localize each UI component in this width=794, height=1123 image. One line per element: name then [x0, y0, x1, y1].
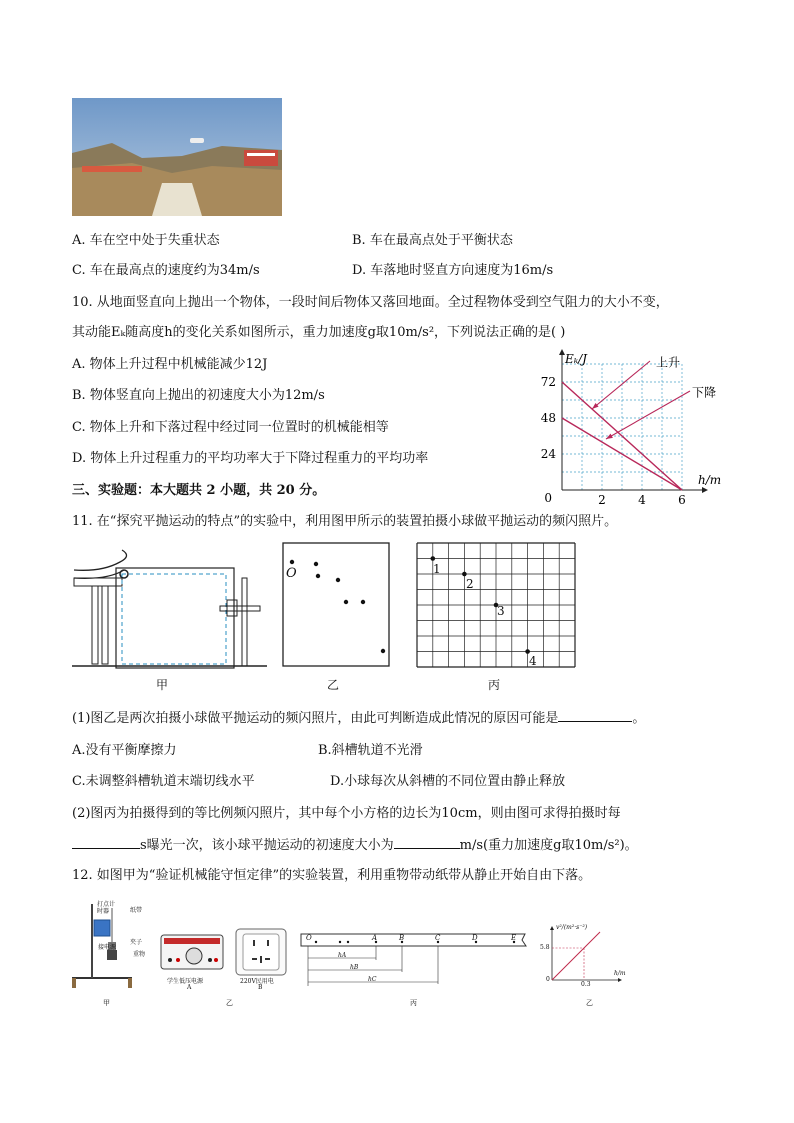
chart-pointer-down — [606, 391, 690, 439]
q12-label-weight: 重物 — [133, 951, 146, 958]
q12-graph-y-value: 5.8 — [540, 944, 550, 951]
q10-stem-line2: 其动能Eₖ随高度h的变化关系如图所示，重力加速度g取10m/s²，下列说法正确的是( ) — [72, 325, 566, 340]
q12-fig-jia-caption: 甲 — [103, 999, 110, 1007]
chart-series-label-up: 上升 — [656, 355, 681, 370]
q12-graph-ylabel: v²/(m²·s⁻²) — [556, 924, 588, 931]
q11-part1-option-a: A.没有平衡摩擦力 — [72, 743, 177, 758]
q10-option-d: D. 物体上升过程重力的平均功率大于下降过程重力的平均功率 — [72, 451, 429, 466]
grid-ball-point-1 — [431, 556, 436, 561]
q11-fig-yi-origin: O — [286, 566, 297, 581]
q11-fig-yi-photo — [282, 542, 390, 668]
q9-option-d: D. 车落地时竖直方向速度为16m/s — [352, 263, 554, 278]
chart-x-tick: 4 — [638, 493, 646, 507]
q11-part1: (1)图乙是两次拍摄小球做平抛运动的频闪照片，由此可判断造成此情况的原因可能是 。 — [72, 711, 646, 726]
q11-part2-line2: s曝光一次，该小球平抛运动的初速度大小为 m/s(重力加速度g取10m/s²)。 — [72, 834, 638, 853]
chart-x-tick: 6 — [678, 493, 686, 507]
tape-point-a: A — [372, 934, 378, 942]
chart-y-tick: 48 — [540, 411, 556, 425]
q9-option-b: B. 车在最高点处于平衡状态 — [352, 233, 513, 248]
q11-part2-line1: (2)图丙为拍摄得到的等比例频闪照片，其中每个小方格的边长为10cm，则由图可求得拍摄时每 — [72, 806, 621, 821]
chart-pointer-up — [592, 361, 650, 409]
q10-option-b: B. 物体竖直向上抛出的初速度大小为12m/s — [72, 388, 325, 403]
q11-fig-bing-label: 丙 — [488, 678, 501, 692]
q9-option-a: A. 车在空中处于失重状态 — [72, 233, 220, 248]
q12-graph-x-value: 0.3 — [581, 981, 591, 988]
tape-point-c: C — [435, 934, 441, 942]
q12-graph-origin: 0 — [546, 976, 550, 983]
q11-part1-option-c: C.未调整斜槽轨道末端切线水平 — [72, 774, 255, 789]
section-3-heading: 三、实验题：本大题共 2 小题，共 20 分。 — [72, 483, 326, 498]
q12-graph-caption: 乙 — [586, 999, 593, 1007]
chart-y-tick: 0 — [544, 491, 552, 505]
grid-ball-point-2 — [462, 572, 467, 577]
tape-h-b: hB — [350, 964, 359, 971]
q11-apparatus-figure — [72, 548, 267, 670]
tape-point-b: B — [399, 934, 405, 942]
q11-part1-option-b: B.斜槽轨道不光滑 — [318, 743, 423, 758]
q12-graph-xlabel: h/m — [614, 970, 626, 977]
q12-power-a-letter: A — [187, 984, 192, 991]
q12-fig-bing-caption: 丙 — [410, 999, 417, 1007]
tape-point-e: E — [511, 934, 517, 942]
chart-y-tick: 72 — [540, 375, 556, 389]
q10-option-a: A. 物体上升过程中机械能减少12J — [72, 357, 268, 372]
q11-part2-blank-velocity — [394, 836, 460, 849]
q11-fig-bing-point-4: 4 — [529, 654, 537, 668]
chart-x-label: h/m — [698, 473, 722, 487]
q12-v2-h-graph — [540, 926, 630, 986]
q12-power-b-label: 220V民用电 — [240, 978, 274, 985]
q11-part1-option-d: D.小球每次从斜槽的不同位置由静止释放 — [330, 774, 566, 789]
ek-height-chart — [530, 340, 735, 510]
chart-y-label: Eₖ/J — [565, 352, 587, 366]
q12-label-tape: 纸带 — [130, 907, 143, 914]
q12-power-a-label: 学生低压电源 — [167, 978, 204, 985]
q12-stem: 12. 如图甲为“验证机械能守恒定律”的实验装置，利用重物带动纸带从静止开始自由下落。 — [72, 868, 592, 883]
q11-part2-blank-period — [72, 836, 140, 849]
q11-fig-yi-label: 乙 — [327, 678, 340, 692]
q11-fig-bing-point-1: 1 — [433, 562, 441, 576]
wall-socket-icon — [235, 928, 287, 976]
q12-label-clip: 夹子 — [130, 939, 143, 946]
stunt-car-photo — [72, 98, 282, 216]
chart-y-tick: 24 — [540, 447, 556, 461]
chart-series-label-down: 下降 — [692, 385, 717, 400]
q12-label-timer: 打点计时器 — [97, 901, 116, 915]
q10-option-c: C. 物体上升和下落过程中经过同一位置时的机械能相等 — [72, 420, 389, 435]
chart-x-arrow — [702, 487, 708, 493]
tape-point-o: O — [306, 934, 312, 942]
q11-fig-bing-point-3: 3 — [497, 604, 505, 618]
q12-fig-yi-caption: 乙 — [226, 999, 233, 1007]
tape-h-c: hC — [368, 976, 377, 983]
low-voltage-supply-icon — [160, 934, 224, 970]
q9-option-c: C. 车在最高点的速度约为34m/s — [72, 263, 260, 278]
q11-stem: 11. 在“探究平抛运动的特点”的实验中，利用图甲所示的装置拍摄小球做平抛运动的频闪照片。 — [72, 514, 618, 529]
q10-stem-line1: 10. 从地面竖直向上抛出一个物体，一段时间后物体又落回地面。全过程物体受到空气阻力的大小不变， — [72, 295, 669, 310]
q11-fig-bing-grid — [416, 542, 576, 668]
q11-fig-bing-point-2: 2 — [466, 577, 474, 591]
q12-power-b-letter: B — [258, 984, 263, 991]
tape-h-a: hA — [338, 952, 347, 959]
q11-part1-blank — [558, 709, 632, 722]
q12-label-power: 接电源 — [98, 944, 117, 951]
q11-fig-jia-label: 甲 — [156, 678, 169, 692]
chart-x-tick: 2 — [598, 493, 606, 507]
tape-point-d: D — [472, 934, 478, 942]
q12-paper-tape — [300, 930, 528, 988]
